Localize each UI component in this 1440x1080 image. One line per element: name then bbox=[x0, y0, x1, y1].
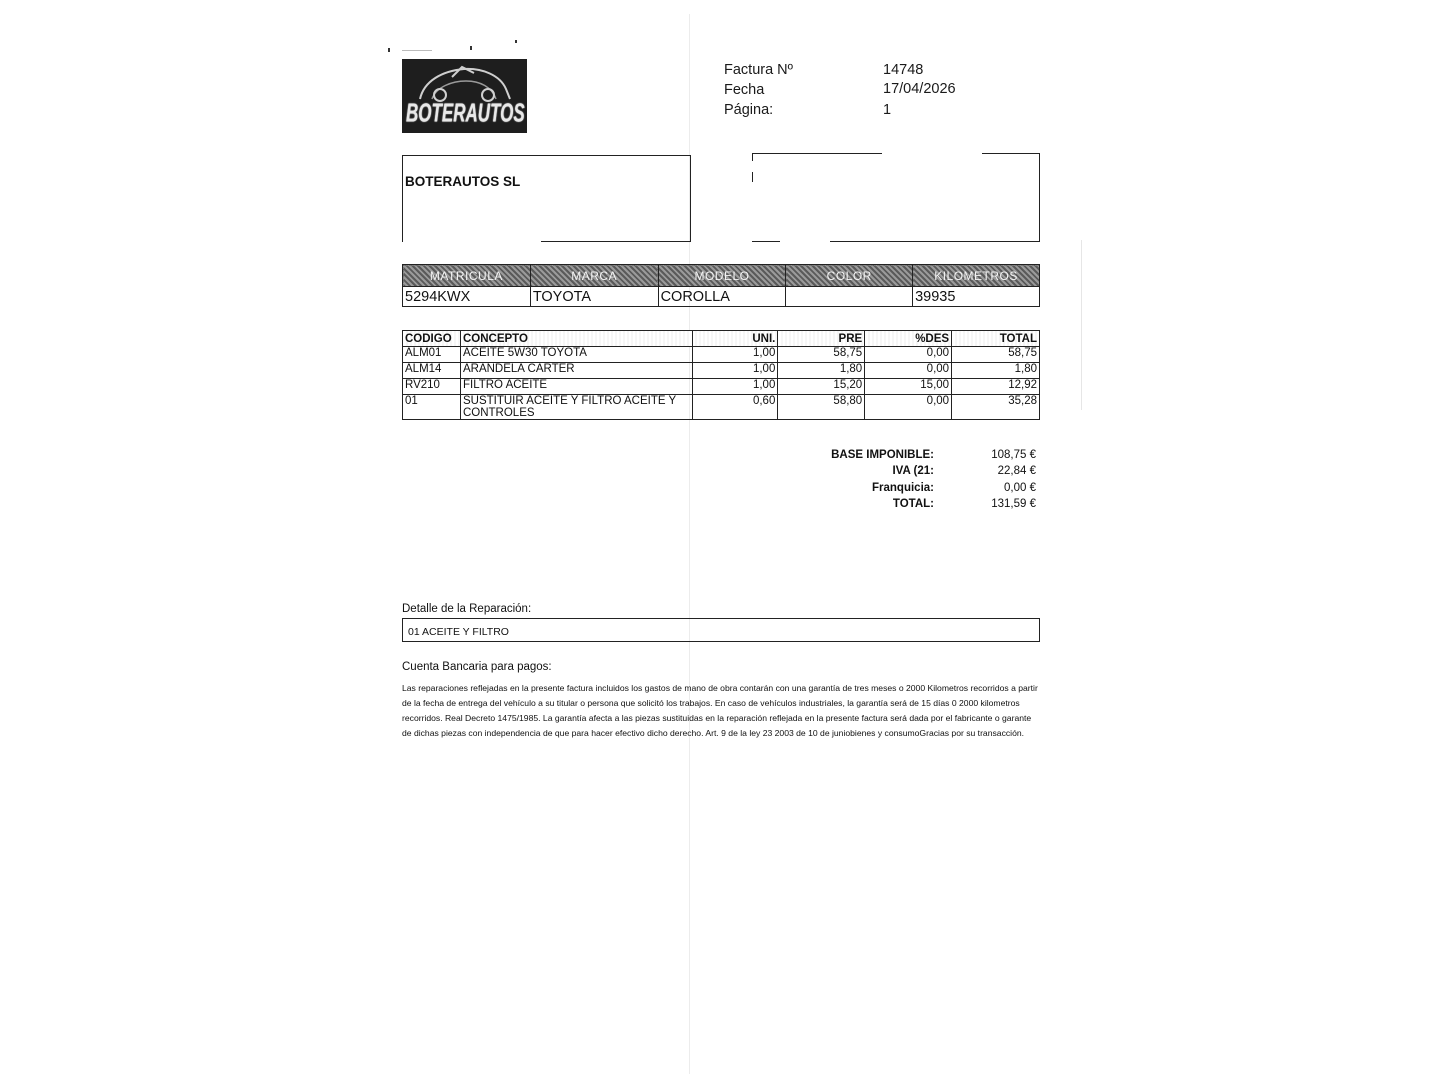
repair-detail-text: 01 ACEITE Y FILTRO bbox=[408, 626, 509, 638]
table-row bbox=[403, 395, 1040, 420]
company-name: BOTERAUTOS SL bbox=[405, 174, 521, 189]
client-box-border bbox=[752, 241, 780, 242]
item-total: 58,75 bbox=[952, 347, 1040, 363]
item-units: 1,00 bbox=[692, 379, 778, 395]
item-discount: 0,00 bbox=[865, 395, 952, 420]
page-fold-line-right bbox=[1081, 240, 1082, 410]
table-row bbox=[403, 363, 1040, 379]
table-row bbox=[403, 347, 1040, 363]
total-value: 131,59 € bbox=[991, 498, 1036, 510]
item-units: 1,00 bbox=[692, 363, 778, 379]
item-discount: 15,00 bbox=[865, 379, 952, 395]
base-imponible-label: BASE IMPONIBLE: bbox=[831, 449, 934, 461]
items-header-concepto: CONCEPTO bbox=[460, 331, 692, 347]
invoice-number-label: Factura Nº bbox=[724, 62, 793, 78]
company-box bbox=[402, 155, 691, 242]
invoice-page: 1 bbox=[883, 102, 892, 118]
invoice-date-label: Fecha bbox=[724, 82, 765, 98]
vehicle-header-marca: MARCA bbox=[530, 265, 658, 287]
item-code: RV210 bbox=[403, 379, 461, 395]
warranty-legal-text: Las reparaciones reflejadas en la presente factura incluidos los gastos de mano de obra contarán con una garantía de tres meses o 2000 Kilometros recorridos a partir de la fecha de entrega del vehículo a su titular o persona que solicitó los trabajos. En caso de vehículos industriales, la garantía será de 15 días 0 2000 kilometros recorridos. Real Decreto 1475/1985. La garantía afecta a las piezas sustituidas en la reparación reflejada en la presente factura será dada por el fabricante o garante de dichas piezas con independencia de que para hacer efectivo dicho derecho. Art. 9 de la ley 23 2003 de 10 de juniobienes y consumoGracias por su transacción. bbox=[402, 683, 1038, 738]
vehicle-kilometros: 39935 bbox=[913, 287, 1040, 307]
vehicle-header-matricula: MATRICULA bbox=[403, 265, 531, 287]
item-discount: 0,00 bbox=[865, 347, 952, 363]
repair-detail-title: Detalle de la Reparación: bbox=[402, 603, 532, 615]
item-code: ALM01 bbox=[403, 347, 461, 363]
item-price: 58,80 bbox=[778, 395, 865, 420]
item-concept: SUSTITUIR ACEITE Y FILTRO ACEITE Y CONTROLES bbox=[460, 395, 692, 420]
item-units: 1,00 bbox=[692, 347, 778, 363]
vehicle-header-kilometros: KILOMETROS bbox=[913, 265, 1040, 287]
vehicle-color bbox=[786, 287, 913, 307]
item-price: 1,80 bbox=[778, 363, 865, 379]
item-units: 0,60 bbox=[692, 395, 778, 420]
items-header-uni: UNI. bbox=[692, 331, 778, 347]
vehicle-header-color: COLOR bbox=[786, 265, 913, 287]
total-label: TOTAL: bbox=[892, 498, 934, 510]
vehicle-modelo: COROLLA bbox=[658, 287, 786, 307]
vehicle-marca: TOYOTA bbox=[530, 287, 658, 307]
item-price: 15,20 bbox=[778, 379, 865, 395]
scan-marks bbox=[388, 40, 528, 54]
items-header-row bbox=[403, 331, 1040, 347]
vehicle-matricula: 5294KWX bbox=[403, 287, 531, 307]
table-row bbox=[403, 379, 1040, 395]
items-header-total: TOTAL bbox=[952, 331, 1040, 347]
franquicia-value: 0,00 € bbox=[1004, 482, 1036, 494]
franquicia-label: Franquicia: bbox=[872, 482, 934, 494]
invoice-date: 17/04/2026 bbox=[883, 81, 956, 97]
vehicle-header-row bbox=[403, 265, 1040, 287]
client-box-border bbox=[752, 153, 882, 154]
item-code: ALM14 bbox=[403, 363, 461, 379]
iva-label: IVA (21: bbox=[892, 465, 934, 477]
client-box-border bbox=[752, 172, 753, 182]
items-header-des: %DES bbox=[865, 331, 952, 347]
item-price: 58,75 bbox=[778, 347, 865, 363]
item-discount: 0,00 bbox=[865, 363, 952, 379]
client-box-border bbox=[1039, 153, 1040, 242]
logo-text: BOTERAUTOS bbox=[406, 99, 525, 128]
bank-account-label: Cuenta Bancaria para pagos: bbox=[402, 661, 552, 673]
items-header-pre: PRE bbox=[778, 331, 865, 347]
client-box-border bbox=[982, 153, 1040, 154]
invoice-page-label: Página: bbox=[724, 102, 774, 118]
company-box-bottom-line bbox=[541, 241, 690, 242]
item-concept: FILTRO ACEITE bbox=[460, 379, 692, 395]
items-table bbox=[402, 330, 1040, 420]
item-concept: ARANDELA CARTER bbox=[460, 363, 692, 379]
invoice-number: 14748 bbox=[883, 62, 924, 78]
items-header-codigo: CODIGO bbox=[403, 331, 461, 347]
vehicle-table bbox=[402, 264, 1040, 307]
iva-value: 22,84 € bbox=[997, 465, 1036, 477]
company-logo bbox=[402, 59, 527, 133]
vehicle-value-row bbox=[403, 287, 1040, 307]
client-box-border bbox=[830, 241, 1040, 242]
base-imponible-value: 108,75 € bbox=[991, 449, 1036, 461]
item-code: 01 bbox=[403, 395, 461, 420]
client-box-border bbox=[752, 153, 753, 161]
item-total: 12,92 bbox=[952, 379, 1040, 395]
item-total: 35,28 bbox=[952, 395, 1040, 420]
item-total: 1,80 bbox=[952, 363, 1040, 379]
item-concept: ACEITE 5W30 TOYOTA bbox=[460, 347, 692, 363]
vehicle-header-modelo: MODELO bbox=[658, 265, 786, 287]
